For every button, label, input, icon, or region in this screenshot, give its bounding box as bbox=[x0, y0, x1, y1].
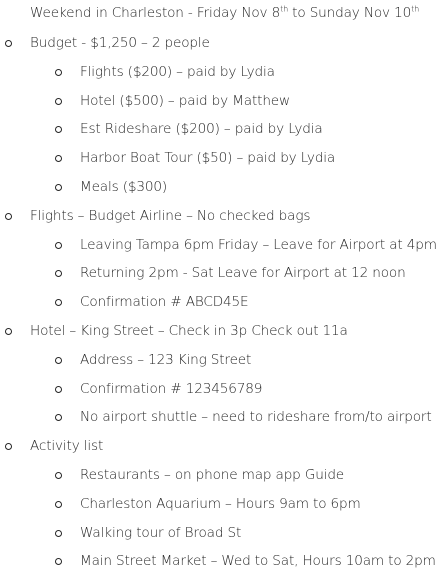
list-item bbox=[0, 92, 443, 110]
circle-bullet-icon bbox=[55, 501, 62, 508]
circle-bullet-icon bbox=[55, 69, 62, 76]
circle-bullet-icon bbox=[55, 530, 62, 537]
list-item bbox=[0, 293, 443, 311]
list-item bbox=[0, 552, 443, 570]
list-item-label: Main Street Market – Wed to Sat, Hours 10am to 2pm bbox=[80, 553, 436, 569]
circle-bullet-icon bbox=[55, 270, 62, 277]
circle-bullet-icon bbox=[5, 443, 12, 450]
section-heading-label: Activity list bbox=[30, 438, 104, 454]
circle-bullet-icon bbox=[55, 126, 62, 133]
section-heading-label: Budget - $1,250 – 2 people bbox=[30, 35, 210, 51]
circle-bullet-icon bbox=[55, 558, 62, 565]
circle-bullet-icon bbox=[5, 213, 12, 220]
title-prefix: Weekend in Charleston - Friday Nov 8 bbox=[30, 5, 281, 21]
list-item-label: No airport shuttle – need to rideshare from/to airport bbox=[80, 409, 432, 425]
circle-bullet-icon bbox=[55, 98, 62, 105]
list-item bbox=[0, 120, 443, 138]
list-item-label: Walking tour of Broad St bbox=[80, 525, 242, 541]
list-item-label: Address – 123 King Street bbox=[80, 352, 252, 368]
list-item-label: Restaurants – on phone map app Guide bbox=[80, 467, 345, 483]
title-sup-2: th bbox=[411, 4, 420, 14]
section-heading-label: Hotel – King Street – Check in 3p Check out 11a bbox=[30, 323, 348, 339]
list-item-label: Hotel ($500) – paid by Matthew bbox=[80, 93, 290, 109]
section-heading-flights bbox=[0, 207, 443, 225]
circle-bullet-icon bbox=[55, 155, 62, 162]
section-heading-activity-list bbox=[0, 437, 443, 455]
title-middle: to Sunday Nov 10 bbox=[288, 5, 412, 21]
list-item bbox=[0, 63, 443, 81]
circle-bullet-icon bbox=[55, 357, 62, 364]
list-item bbox=[0, 149, 443, 167]
section-heading-label: Flights – Budget Airline – No checked bags bbox=[30, 208, 311, 224]
list-item bbox=[0, 408, 443, 426]
list-item bbox=[0, 236, 443, 254]
list-item-label: Leaving Tampa 6pm Friday – Leave for Airport at 4pm bbox=[80, 237, 437, 253]
circle-bullet-icon bbox=[5, 40, 12, 47]
list-item bbox=[0, 264, 443, 282]
circle-bullet-icon bbox=[55, 242, 62, 249]
circle-bullet-icon bbox=[55, 472, 62, 479]
circle-bullet-icon bbox=[5, 328, 12, 335]
list-item bbox=[0, 380, 443, 398]
list-item bbox=[0, 466, 443, 484]
circle-bullet-icon bbox=[55, 414, 62, 421]
list-item-label: Meals ($300) bbox=[80, 179, 168, 195]
list-item bbox=[0, 495, 443, 513]
list-item-label: Flights ($200) – paid by Lydia bbox=[80, 64, 275, 80]
section-heading-hotel bbox=[0, 322, 443, 340]
circle-bullet-icon bbox=[55, 184, 62, 191]
list-item bbox=[0, 351, 443, 369]
list-item-label: Charleston Aquarium – Hours 9am to 6pm bbox=[80, 496, 361, 512]
list-item bbox=[0, 524, 443, 542]
list-item-label: Confirmation # 123456789 bbox=[80, 381, 263, 397]
list-item-label: Harbor Boat Tour ($50) – paid by Lydia bbox=[80, 150, 336, 166]
circle-bullet-icon bbox=[55, 386, 62, 393]
circle-bullet-icon bbox=[55, 299, 62, 306]
list-item-label: Est Rideshare ($200) – paid by Lydia bbox=[80, 121, 323, 137]
section-heading-budget bbox=[0, 34, 443, 52]
list-item bbox=[0, 178, 443, 196]
list-item-label: Confirmation # ABCD45E bbox=[80, 294, 249, 310]
list-item-label: Returning 2pm - Sat Leave for Airport at 12 noon bbox=[80, 265, 406, 281]
title-sup-1: th bbox=[280, 4, 289, 14]
document-title bbox=[30, 4, 419, 22]
